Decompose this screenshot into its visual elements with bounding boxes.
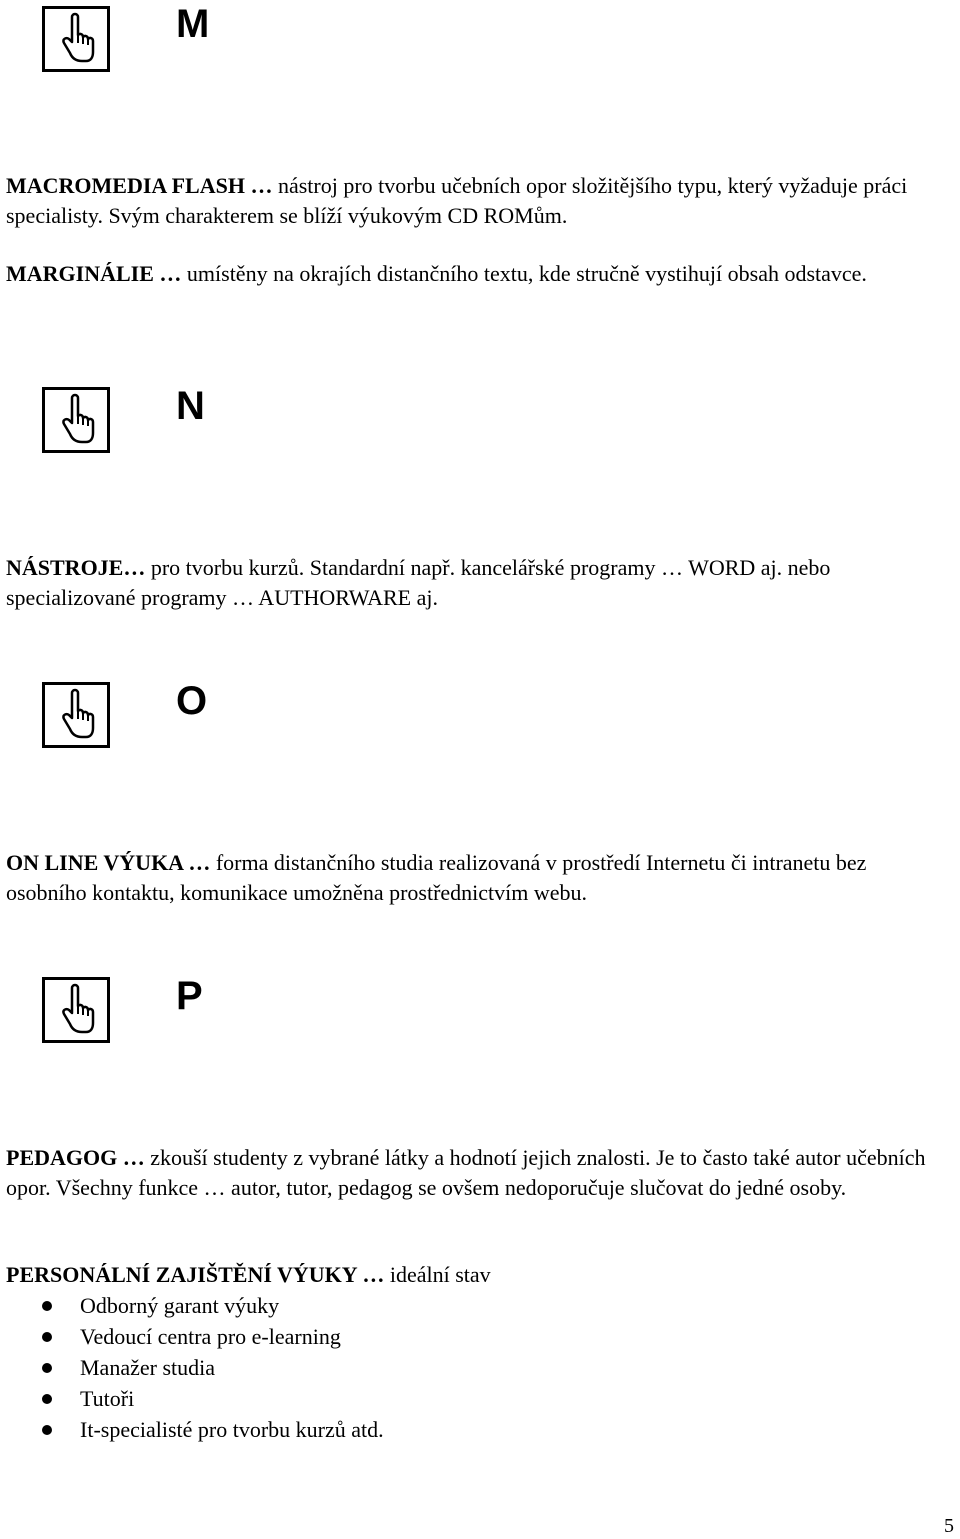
section-letter-o: O — [176, 679, 208, 723]
entry-marginalie — [6, 259, 946, 289]
staff-list — [6, 1290, 906, 1445]
list-item-text: Manažer studia — [80, 1355, 215, 1380]
entry-text: pro tvorbu kurzů. Standardní např. kancelářské programy … WORD aj. nebo specializované programy … AUTHORWARE aj. — [6, 555, 831, 610]
pointing-hand-icon — [42, 387, 110, 453]
section-letter-n: N — [176, 384, 205, 428]
entry-text: ideální stav — [384, 1262, 491, 1287]
pointing-hand-icon — [42, 977, 110, 1043]
list-item — [6, 1352, 906, 1383]
pointing-hand-icon — [42, 6, 110, 72]
list-item — [6, 1383, 906, 1414]
entry-personalni-zajisteni — [6, 1260, 946, 1290]
bullet-icon — [42, 1425, 52, 1435]
entry-text: umístěny na okrajích distančního textu, kde stručně vystihují obsah odstavce. — [181, 261, 867, 286]
page-number: 5 — [944, 1515, 954, 1537]
entry-text: zkouší studenty z vybrané látky a hodnotí jejich znalosti. Je to často také autor učebních opor. Všechny funkce … autor, tutor, pedagog se ovšem nedoporučuje slučovat do jedné osoby. — [6, 1145, 926, 1200]
list-item-text: It-specialisté pro tvorbu kurzů atd. — [80, 1417, 384, 1442]
entry-term: PEDAGOG … — [6, 1145, 145, 1170]
entry-term: NÁSTROJE… — [6, 555, 146, 580]
list-item — [6, 1414, 906, 1445]
bullet-icon — [42, 1363, 52, 1373]
entry-macromedia-flash — [6, 171, 946, 230]
entry-text: forma distančního studia realizovaná v prostředí Internetu či intranetu bez osobního kontaktu, komunikace umožněna prostřednictvím webu. — [6, 850, 867, 905]
entry-term: MACROMEDIA FLASH … — [6, 173, 273, 198]
list-item-text: Vedoucí centra pro e-learning — [80, 1324, 341, 1349]
list-item-text: Tutoři — [80, 1386, 135, 1411]
entry-nastroje — [6, 553, 946, 612]
pointing-hand-icon — [42, 682, 110, 748]
section-letter-m: M — [176, 2, 210, 46]
bullet-icon — [42, 1394, 52, 1404]
entry-online-vyuka — [6, 848, 946, 907]
section-letter-p: P — [176, 974, 203, 1018]
list-item — [6, 1290, 906, 1321]
entry-pedagog — [6, 1143, 946, 1202]
entry-term: PERSONÁLNÍ ZAJIŠTĚNÍ VÝUKY … — [6, 1262, 385, 1287]
entry-text: nástroj pro tvorbu učebních opor složitějšího typu, který vyžaduje práci specialisty. Svým charakterem se blíží výukovým CD ROMům. — [6, 173, 908, 228]
entry-term: ON LINE VÝUKA … — [6, 850, 211, 875]
bullet-icon — [42, 1332, 52, 1342]
entry-term: MARGINÁLIE … — [6, 261, 182, 286]
list-item-text: Odborný garant výuky — [80, 1293, 280, 1318]
list-item — [6, 1321, 906, 1352]
bullet-icon — [42, 1301, 52, 1311]
